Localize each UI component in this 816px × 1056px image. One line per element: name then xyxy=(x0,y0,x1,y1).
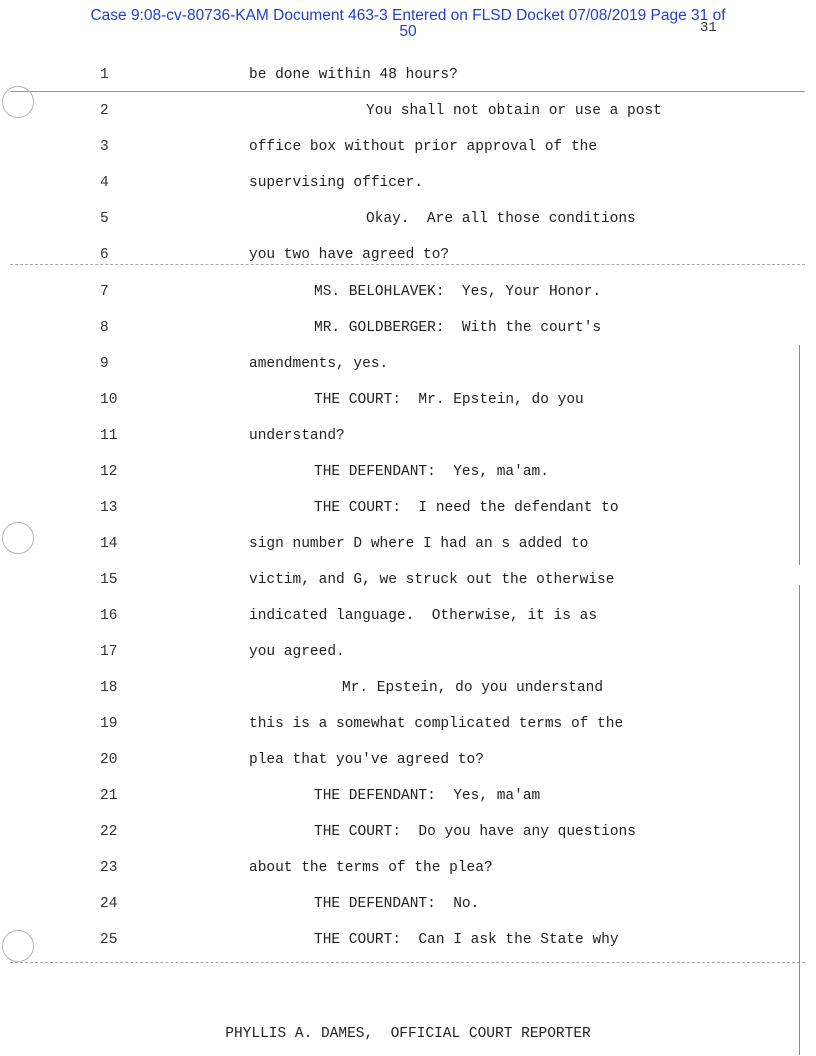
line-number: 21 xyxy=(100,788,118,804)
line-text: MR. GOLDBERGER: With the court's xyxy=(314,320,602,336)
line-number: 4 xyxy=(100,175,109,191)
line-text: THE COURT: I need the defendant to xyxy=(314,500,619,516)
stamp-line-2: 50 xyxy=(399,23,417,40)
transcript-line xyxy=(0,209,816,229)
top-ruled-line xyxy=(10,91,805,92)
line-number: 10 xyxy=(100,392,118,408)
right-page-edge xyxy=(799,345,800,565)
line-number: 1 xyxy=(100,67,109,83)
line-number: 8 xyxy=(100,320,109,336)
transcript-line xyxy=(0,642,816,662)
transcript-line xyxy=(0,101,816,121)
line-text: supervising officer. xyxy=(249,175,424,191)
line-text: plea that you've agreed to? xyxy=(249,752,484,768)
transcript-line xyxy=(0,570,816,590)
line-text: Okay. Are all those conditions xyxy=(366,211,636,227)
line-text: THE DEFENDANT: No. xyxy=(314,896,480,912)
line-text: Mr. Epstein, do you understand xyxy=(342,680,604,696)
line-text: THE COURT: Can I ask the State why xyxy=(314,932,619,948)
line-number: 19 xyxy=(100,716,118,732)
transcript-line xyxy=(0,65,816,85)
transcript-line xyxy=(0,426,816,446)
line-text: amendments, yes. xyxy=(249,356,389,372)
transcript-line xyxy=(0,137,816,157)
transcript-line xyxy=(0,462,816,482)
line-text: you two have agreed to? xyxy=(249,247,450,263)
line-number: 18 xyxy=(100,680,118,696)
line-text: indicated language. Otherwise, it is as xyxy=(249,608,598,624)
transcript-line xyxy=(0,390,816,410)
line-number: 3 xyxy=(100,139,109,155)
line-text: be done within 48 hours? xyxy=(249,67,458,83)
line-number: 11 xyxy=(100,428,118,444)
line-number: 20 xyxy=(100,752,118,768)
line-number: 6 xyxy=(100,247,109,263)
transcript-line xyxy=(0,714,816,734)
line-number: 22 xyxy=(100,824,118,840)
line-number: 17 xyxy=(100,644,118,660)
line-text: about the terms of the plea? xyxy=(249,860,493,876)
court-reporter-footer: PHYLLIS A. DAMES, OFFICIAL COURT REPORTER xyxy=(225,1026,591,1042)
transcript-line xyxy=(0,678,816,698)
transcript-line xyxy=(0,750,816,770)
transcript-line xyxy=(0,858,816,878)
line-number: 16 xyxy=(100,608,118,624)
line-number: 12 xyxy=(100,464,118,480)
line-number: 23 xyxy=(100,860,118,876)
line-text: THE COURT: Mr. Epstein, do you xyxy=(314,392,584,408)
line-number: 5 xyxy=(100,211,109,227)
line-text: THE DEFENDANT: Yes, ma'am. xyxy=(314,464,549,480)
transcript-line xyxy=(0,282,816,302)
transcript-line xyxy=(0,822,816,842)
line-number: 2 xyxy=(100,103,109,119)
line-number: 14 xyxy=(100,536,118,552)
transcript-line xyxy=(0,930,816,950)
line-text: THE COURT: Do you have any questions xyxy=(314,824,636,840)
line-text: victim, and G, we struck out the otherwise xyxy=(249,572,615,588)
line-text: You shall not obtain or use a post xyxy=(366,103,662,119)
line-number: 9 xyxy=(100,356,109,372)
line-text: this is a somewhat complicated terms of the xyxy=(249,716,624,732)
line-number: 13 xyxy=(100,500,118,516)
line-text: MS. BELOHLAVEK: Yes, Your Honor. xyxy=(314,284,602,300)
transcript-line xyxy=(0,173,816,193)
line-text: THE DEFENDANT: Yes, ma'am xyxy=(314,788,541,804)
line-text: office box without prior approval of the xyxy=(249,139,598,155)
transcript-line xyxy=(0,318,816,338)
transcript-line xyxy=(0,498,816,518)
bottom-ruled-line xyxy=(10,962,805,963)
line-text: you agreed. xyxy=(249,644,345,660)
line-text: understand? xyxy=(249,428,345,444)
stamp-line-1: Case 9:08-cv-80736-KAM Document 463-3 Entered on FLSD Docket 07/08/2019 Page 31 of xyxy=(90,7,726,24)
transcript-line xyxy=(0,606,816,626)
transcript-line xyxy=(0,534,816,554)
line-number: 15 xyxy=(100,572,118,588)
transcript-line xyxy=(0,894,816,914)
court-filing-stamp xyxy=(0,8,816,40)
transcript-page-number: 31 xyxy=(700,20,717,36)
line-number: 7 xyxy=(100,284,109,300)
line-number: 25 xyxy=(100,932,118,948)
line-text: sign number D where I had an s added to xyxy=(249,536,589,552)
transcript-line xyxy=(0,354,816,374)
transcript-line xyxy=(0,786,816,806)
line-number: 24 xyxy=(100,896,118,912)
transcript-line xyxy=(0,245,816,265)
